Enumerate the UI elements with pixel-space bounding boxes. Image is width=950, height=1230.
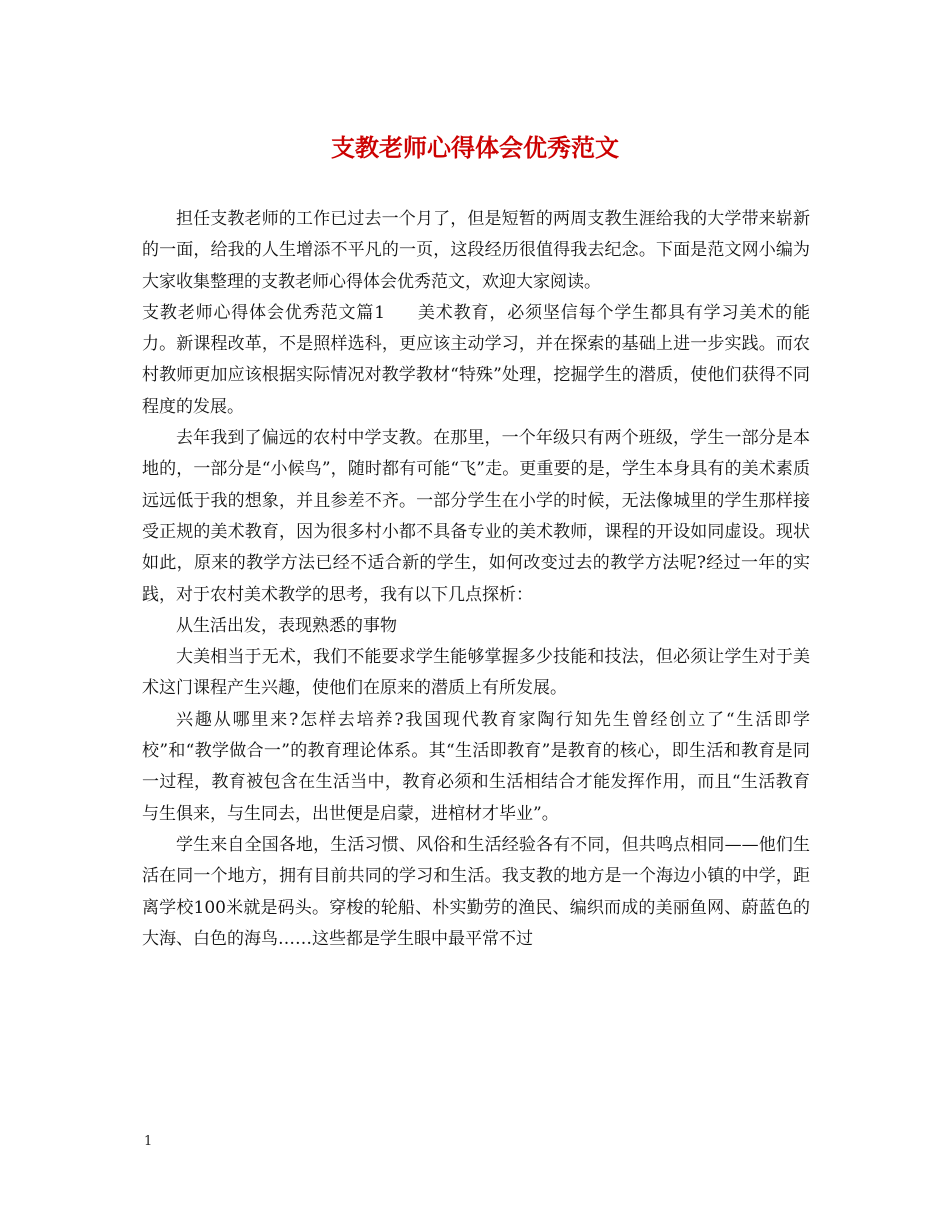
section-heading: 支教老师心得体会优秀范文篇1 [142, 302, 386, 323]
section-paragraph [142, 298, 810, 423]
page-number: 1 [144, 1134, 153, 1149]
body-paragraph: 大美相当于无术，我们不能要求学生能够掌握多少技能和技法，但必须让学生对于美术这门课程产生兴趣，使他们在原来的潜质上有所发展。 [142, 647, 810, 699]
body-paragraph: 学生来自全国各地，生活习惯、风俗和生活经验各有不同，但共鸣点相同——他们生活在同一个地方，拥有目前共同的学习和生活。我支教的地方是一个海边小镇的中学，距离学校100米就是码头。穿梭的轮船、朴实勤劳的渔民、编织而成的美丽鱼网、蔚蓝色的大海、白色的海鸟……这些都是学生眼中最平常不过 [142, 834, 810, 949]
section-body: 美术教育，必须坚信每个学生都具有学习美术的能力。新课程改革，不是照样选科，更应该主动学习，并在探索的基础上进一步实践。而农村教师更加应该根据实际情况对教学教材“特殊”处理，挖掘学生的潜质，使他们获得不同程度的发展。 [142, 302, 810, 417]
document-body [142, 204, 810, 955]
body-paragraph: 兴趣从哪里来?怎样去培养?我国现代教育家陶行知先生曾经创立了“生活即学校”和“教学做合一”的教育理论体系。其“生活即教育”是教育的核心，即生活和教育是同一过程，教育被包含在生活当中，教育必须和生活相结合才能发挥作用，而且“生活教育与生俱来，与生同去，出世便是启蒙，进棺材才毕业”。 [142, 709, 810, 824]
document-title: 支教老师心得体会优秀范文 [331, 133, 619, 162]
intro-paragraph: 担任支教老师的工作已过去一个月了，但是短暂的两周支教生涯给我的大学带来崭新的一面，给我的人生增添不平凡的一页，这段经历很值得我去纪念。下面是范文网小编为大家收集整理的支教老师心得体会优秀范文，欢迎大家阅读。 [142, 209, 810, 292]
subheading-paragraph: 从生活出发，表现熟悉的事物 [176, 615, 397, 636]
body-paragraph: 去年我到了偏远的农村中学支教。在那里，一个年级只有两个班级，学生一部分是本地的，一部分是“小候鸟”，随时都有可能“飞”走。更重要的是，学生本身具有的美术素质远远低于我的想象，并且参差不齐。一部分学生在小学的时候，无法像城里的学生那样接受正规的美术教育，因为很多村小都不具备专业的美术教师，课程的开设如同虚设。现状如此，原来的教学方法已经不适合新的学生，如何改变过去的教学方法呢?经过一年的实践，对于农村美术教学的思考，我有以下几点探析： [142, 428, 810, 605]
